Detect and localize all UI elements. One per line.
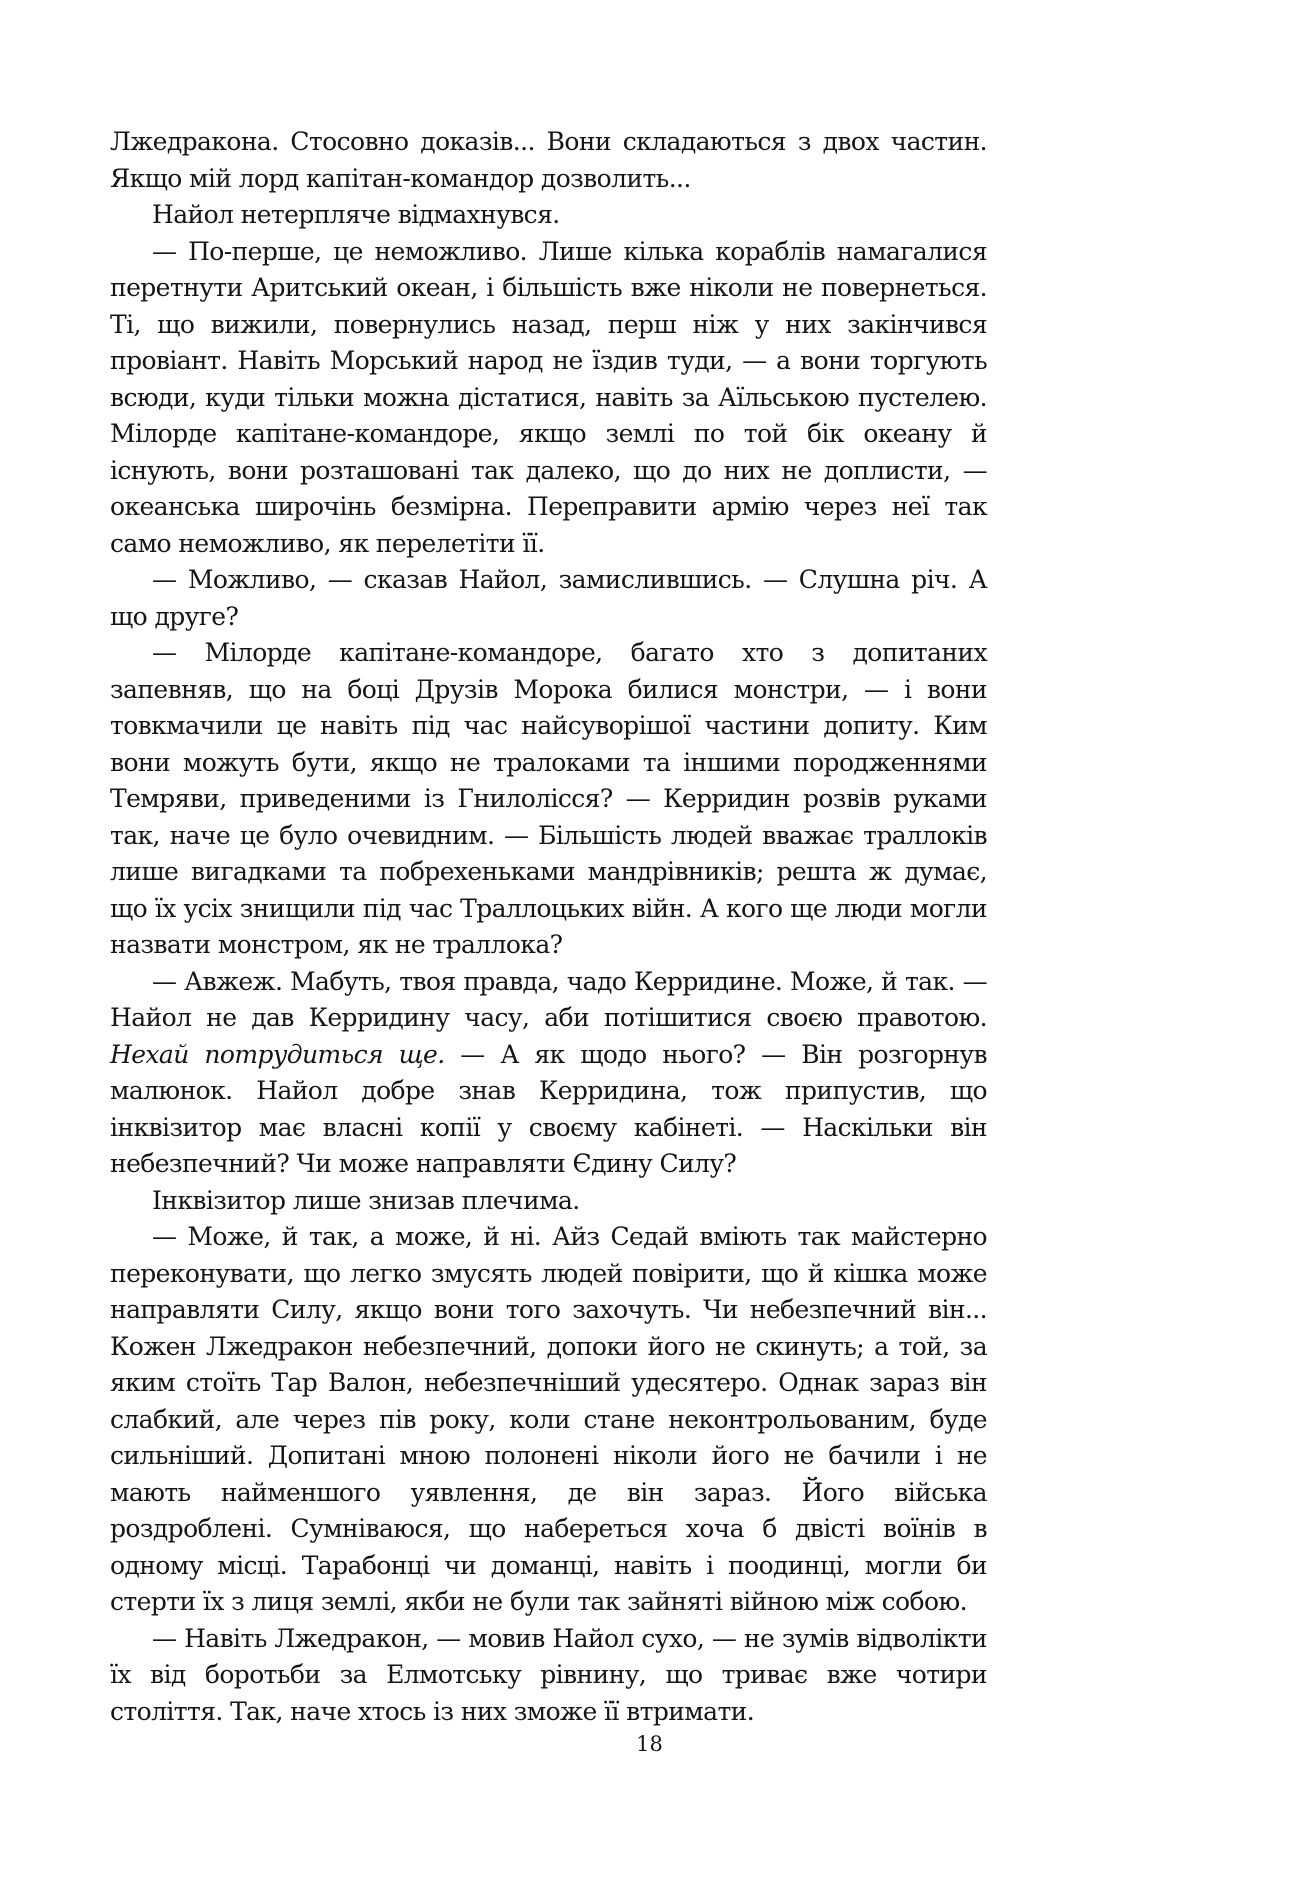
paragraph: Лжедракона. Стосовно доказів... Вони складаються з двох частин. Якщо мій лорд капітан-командор дозволить... — [110, 127, 987, 193]
paragraph: — Мілорде капітане-командоре, багато хто з допитаних запевняв, що на боці Друзів Морока билися монстри, — і вони товкмачили це навіть під час найсуворішої частини допиту. Ким вони можуть бути, якщо не тралоками та іншими породженнями Темряви, приведеними із Гнилолісся? — Керридин розвів руками так, наче це було очевидним. — Більшість людей вважає траллоків лише вигадками та побрехеньками мандрівників; решта ж думає, що їх усіх знищили під час Траллоцьких війн. А кого ще люди могли назвати монстром, як не траллока? — [110, 638, 987, 959]
paragraph: — Може, й так, а може, й ні. Айз Седай вміють так майстерно переконувати, що легко змусять людей повірити, що й кішка може направляти Силу, якщо вони того захочуть. Чи небезпечний він... Кожен Лжедракон небезпечний, допоки його не скинуть; а той, за яким стоїть Тар Валон, небезпечніший удесятеро. Однак зараз він слабкий, але через пів року, коли стане неконтрольованим, буде сильніший. Допитані мною полонені ніколи його не бачили і не мають найменшого уявлення, де він зараз. Його війська роздроблені. Сумніваюся, що набереться хоча б двісті воїнів в одному місці. Тарабонці чи доманці, навіть і поодинці, могли би стерти їх з лиця землі, якби не були так зайняті війною між собою. — [110, 1222, 987, 1616]
paragraph — [110, 964, 987, 1183]
book-page-body — [110, 124, 987, 1730]
page-number: 18 — [636, 1732, 663, 1756]
paragraph: — Навіть Лжедракон, — мовив Найол сухо, — не зумів відволікти їх від боротьби за Елмотську рівнину, що триває вже чотири століття. Так, наче хтось із них зможе її втримати. — [110, 1623, 987, 1726]
italic-thought: Нехай потрудиться ще. — [110, 1039, 445, 1069]
paragraph: — Можливо, — сказав Найол, замислившись. — Слушна річ. А що друге? — [110, 565, 987, 631]
paragraph-text: — А як щодо нього? — Він розгорнув малюнок. Найол добре знав Керридина, тож припустив, що інквізитор має власні копії у своєму кабінеті. — Наскільки він небезпечний? Чи може направляти Єдину Силу? — [110, 1039, 987, 1178]
paragraph: Найол нетерпляче відмахнувся. — [152, 200, 560, 229]
paragraph-text: — Авжеж. Мабуть, твоя правда, чадо Керридине. Може, й так. — Найол не дав Керридину часу, аби потішитися своєю правотою. — [110, 966, 987, 1032]
paragraph: Інквізитор лише знизав плечима. — [152, 1185, 580, 1215]
paragraph: — По-перше, це неможливо. Лише кілька кораблів намагалися перетнути Аритський океан, і більшість вже ніколи не повернеться. Ті, що вижили, повернулись назад, перш ніж у них закінчився провіант. Навіть Морський народ не їздив туди, — а вони торгують всюди, куди тільки можна дістатися, навіть за Аїльською пустелею. Мілорде капітане-командоре, якщо землі по той бік океану й існують, вони розташовані так далеко, що до них не доплисти, — океанська широчінь безмірна. Переправити армію через неї так само неможливо, як перелетіти її. — [110, 236, 987, 558]
